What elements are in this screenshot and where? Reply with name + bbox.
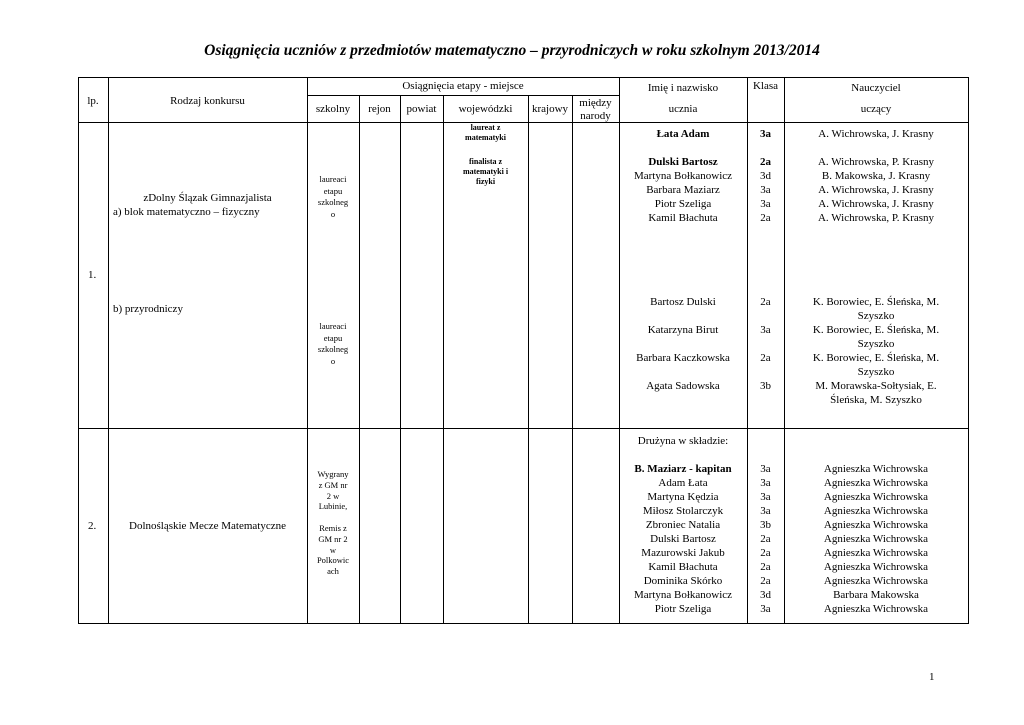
stacked-text-line: Polkowic [316,555,350,566]
student-name: Dulski Bartosz [650,533,716,545]
student-name: Martyna Bołkanowicz [633,589,733,601]
header-uczacy: uczący [860,103,892,115]
stacked-text-line: o [330,208,336,219]
stacked-text-line: laureaci [319,174,347,184]
student-teacher: M. Morawska-Sołtysiak, E. [815,380,937,392]
student-name: Kamil Błachuta [648,212,718,224]
row1-lp: 1. [88,269,97,281]
student-class: 2a [760,547,771,559]
header-rodzaj: Rodzaj konkursu [170,95,245,107]
student-class: 2a [760,352,771,364]
student-name: Mazurowski Jakub [641,547,725,559]
stacked-text-line: laureat z [470,123,501,132]
student-teacher: Agnieszka Wichrowska [823,491,929,503]
student-name: Zbroniec Natalia [645,519,721,531]
stacked-text-line: fizyki [475,177,496,186]
student-name: Kamil Błachuta [648,561,718,573]
student-class: 2a [760,533,771,545]
student-teacher: K. Borowiec, E. Śleńska, M. [812,296,940,308]
student-name: Barbara Maziarz [646,184,720,196]
header-wojewodzki: wojewódzki [458,103,513,115]
stacked-text-line: laureaci [319,321,347,331]
stacked-text-line: etapu [323,332,343,343]
student-class: 3a [760,603,771,615]
header-nauczyciel: Nauczyciel [851,82,901,94]
student-teacher: Agnieszka Wichrowska [823,575,929,587]
student-name: Miłosz Stolarczyk [642,505,724,517]
student-teacher: Agnieszka Wichrowska [823,519,929,531]
header-ucznia: ucznia [668,103,698,115]
stacked-text-line: Remis z [319,523,347,533]
stacked-text-line: matematyki i [462,167,509,176]
student-teacher: A. Wichrowska, J. Krasny [818,184,934,196]
student-teacher: K. Borowiec, E. Śleńska, M. [812,324,940,336]
header-krajowy: krajowy [531,103,569,115]
student-teacher-cont: Śleńska, M. Szyszko [830,394,922,406]
document-title: Osiągnięcia uczniów z przedmiotów matematyczno – przyrodniczych w roku szkolnym 2013/2014 [204,42,820,59]
stacked-text-line: ach [327,566,339,577]
student-class: 3a [760,198,771,210]
student-teacher: A. Wichrowska, P. Krasny [817,156,935,168]
stacked-text-line: matematyki [465,133,506,142]
header-powiat: powiat [406,103,437,115]
row1-competition-a-block: a) blok matematyczno – fizyczny [113,206,260,218]
stacked-text-line: Lubinie, [318,501,348,512]
student-teacher: Agnieszka Wichrowska [823,463,929,475]
student-teacher-cont: Szyszko [857,366,895,378]
stacked-text-line: etapu [323,185,343,196]
stacked-text-line: 2 w [326,490,340,501]
student-name: Martyna Bołkanowicz [633,170,733,182]
header-narody: narody [580,110,611,122]
stacked-text-line: szkolneg [317,197,349,207]
student-class: 2a [760,561,771,573]
stacked-text-line: finalista z [468,157,503,166]
student-teacher: B. Makowska, J. Krasny [821,170,931,182]
student-teacher: A. Wichrowska, P. Krasny [817,212,935,224]
stacked-text-line: szkolneg [317,344,349,354]
student-teacher: A. Wichrowska, J. Krasny [818,128,934,140]
student-name: Piotr Szeliga [654,603,712,615]
header-imie: Imię i nazwisko [647,82,719,94]
row2-lp: 2. [88,520,97,532]
student-class: 3b [760,380,771,392]
student-class: 2a [760,156,771,168]
header-etapy: Osiągnięcia etapy - miejsce [402,80,524,92]
student-class: 3a [760,491,771,503]
page-number: 1 [929,671,935,683]
student-class: 3d [760,170,771,182]
student-class: 3a [760,477,771,489]
header-lp: lp. [87,95,99,107]
stacked-text-line: z GM nr [318,479,348,490]
student-teacher: Agnieszka Wichrowska [823,603,929,615]
student-name: Barbara Kaczkowska [636,352,730,364]
header-szkolny: szkolny [315,103,351,115]
student-name: Dulski Bartosz [648,156,718,168]
header-rejon: rejon [368,103,391,115]
row1-competition-b: b) przyrodniczy [113,303,183,315]
student-teacher: K. Borowiec, E. Śleńska, M. [812,352,940,364]
stacked-text-line: w [329,544,337,555]
student-name: Martyna Kędzia [647,491,719,503]
student-teacher: Agnieszka Wichrowska [823,505,929,517]
student-teacher: Agnieszka Wichrowska [823,561,929,573]
stacked-text-line: o [330,355,336,366]
student-teacher: Agnieszka Wichrowska [823,477,929,489]
student-teacher: Barbara Makowska [833,589,919,601]
student-teacher-cont: Szyszko [857,338,895,350]
student-class: 3a [760,463,771,475]
student-class: 3a [760,505,771,517]
student-class: 3d [760,589,771,601]
student-class: 2a [760,212,771,224]
student-teacher: A. Wichrowska, J. Krasny [818,198,934,210]
row2-competition: Dolnośląskie Mecze Matematyczne [129,520,286,532]
student-teacher: Agnieszka Wichrowska [823,533,929,545]
student-class: 3a [760,128,771,140]
student-class: 3a [760,324,771,336]
student-name: Piotr Szeliga [654,198,712,210]
student-name: Dominika Skórko [643,575,723,587]
row2-team-label: Drużyna w składzie: [637,435,729,447]
row1-competition-a-title: zDolny Ślązak Gimnazjalista [143,192,272,204]
student-teacher: Agnieszka Wichrowska [823,547,929,559]
student-teacher-cont: Szyszko [857,310,895,322]
student-class: 2a [760,575,771,587]
student-class: 3a [760,184,771,196]
student-name: Bartosz Dulski [650,296,716,308]
student-name: Katarzyna Birut [647,324,719,336]
student-class: 3b [760,519,771,531]
student-name: Agata Sadowska [646,380,720,392]
student-name: Adam Łata [658,477,708,489]
stacked-text-line: Wygrany [317,469,349,479]
student-name: B. Maziarz - kapitan [634,463,732,475]
header-klasa: Klasa [752,80,779,92]
student-name: Łata Adam [656,128,710,140]
header-miedzy: między [579,97,612,109]
student-class: 2a [760,296,771,308]
stacked-text-line: GM nr 2 [318,533,348,544]
